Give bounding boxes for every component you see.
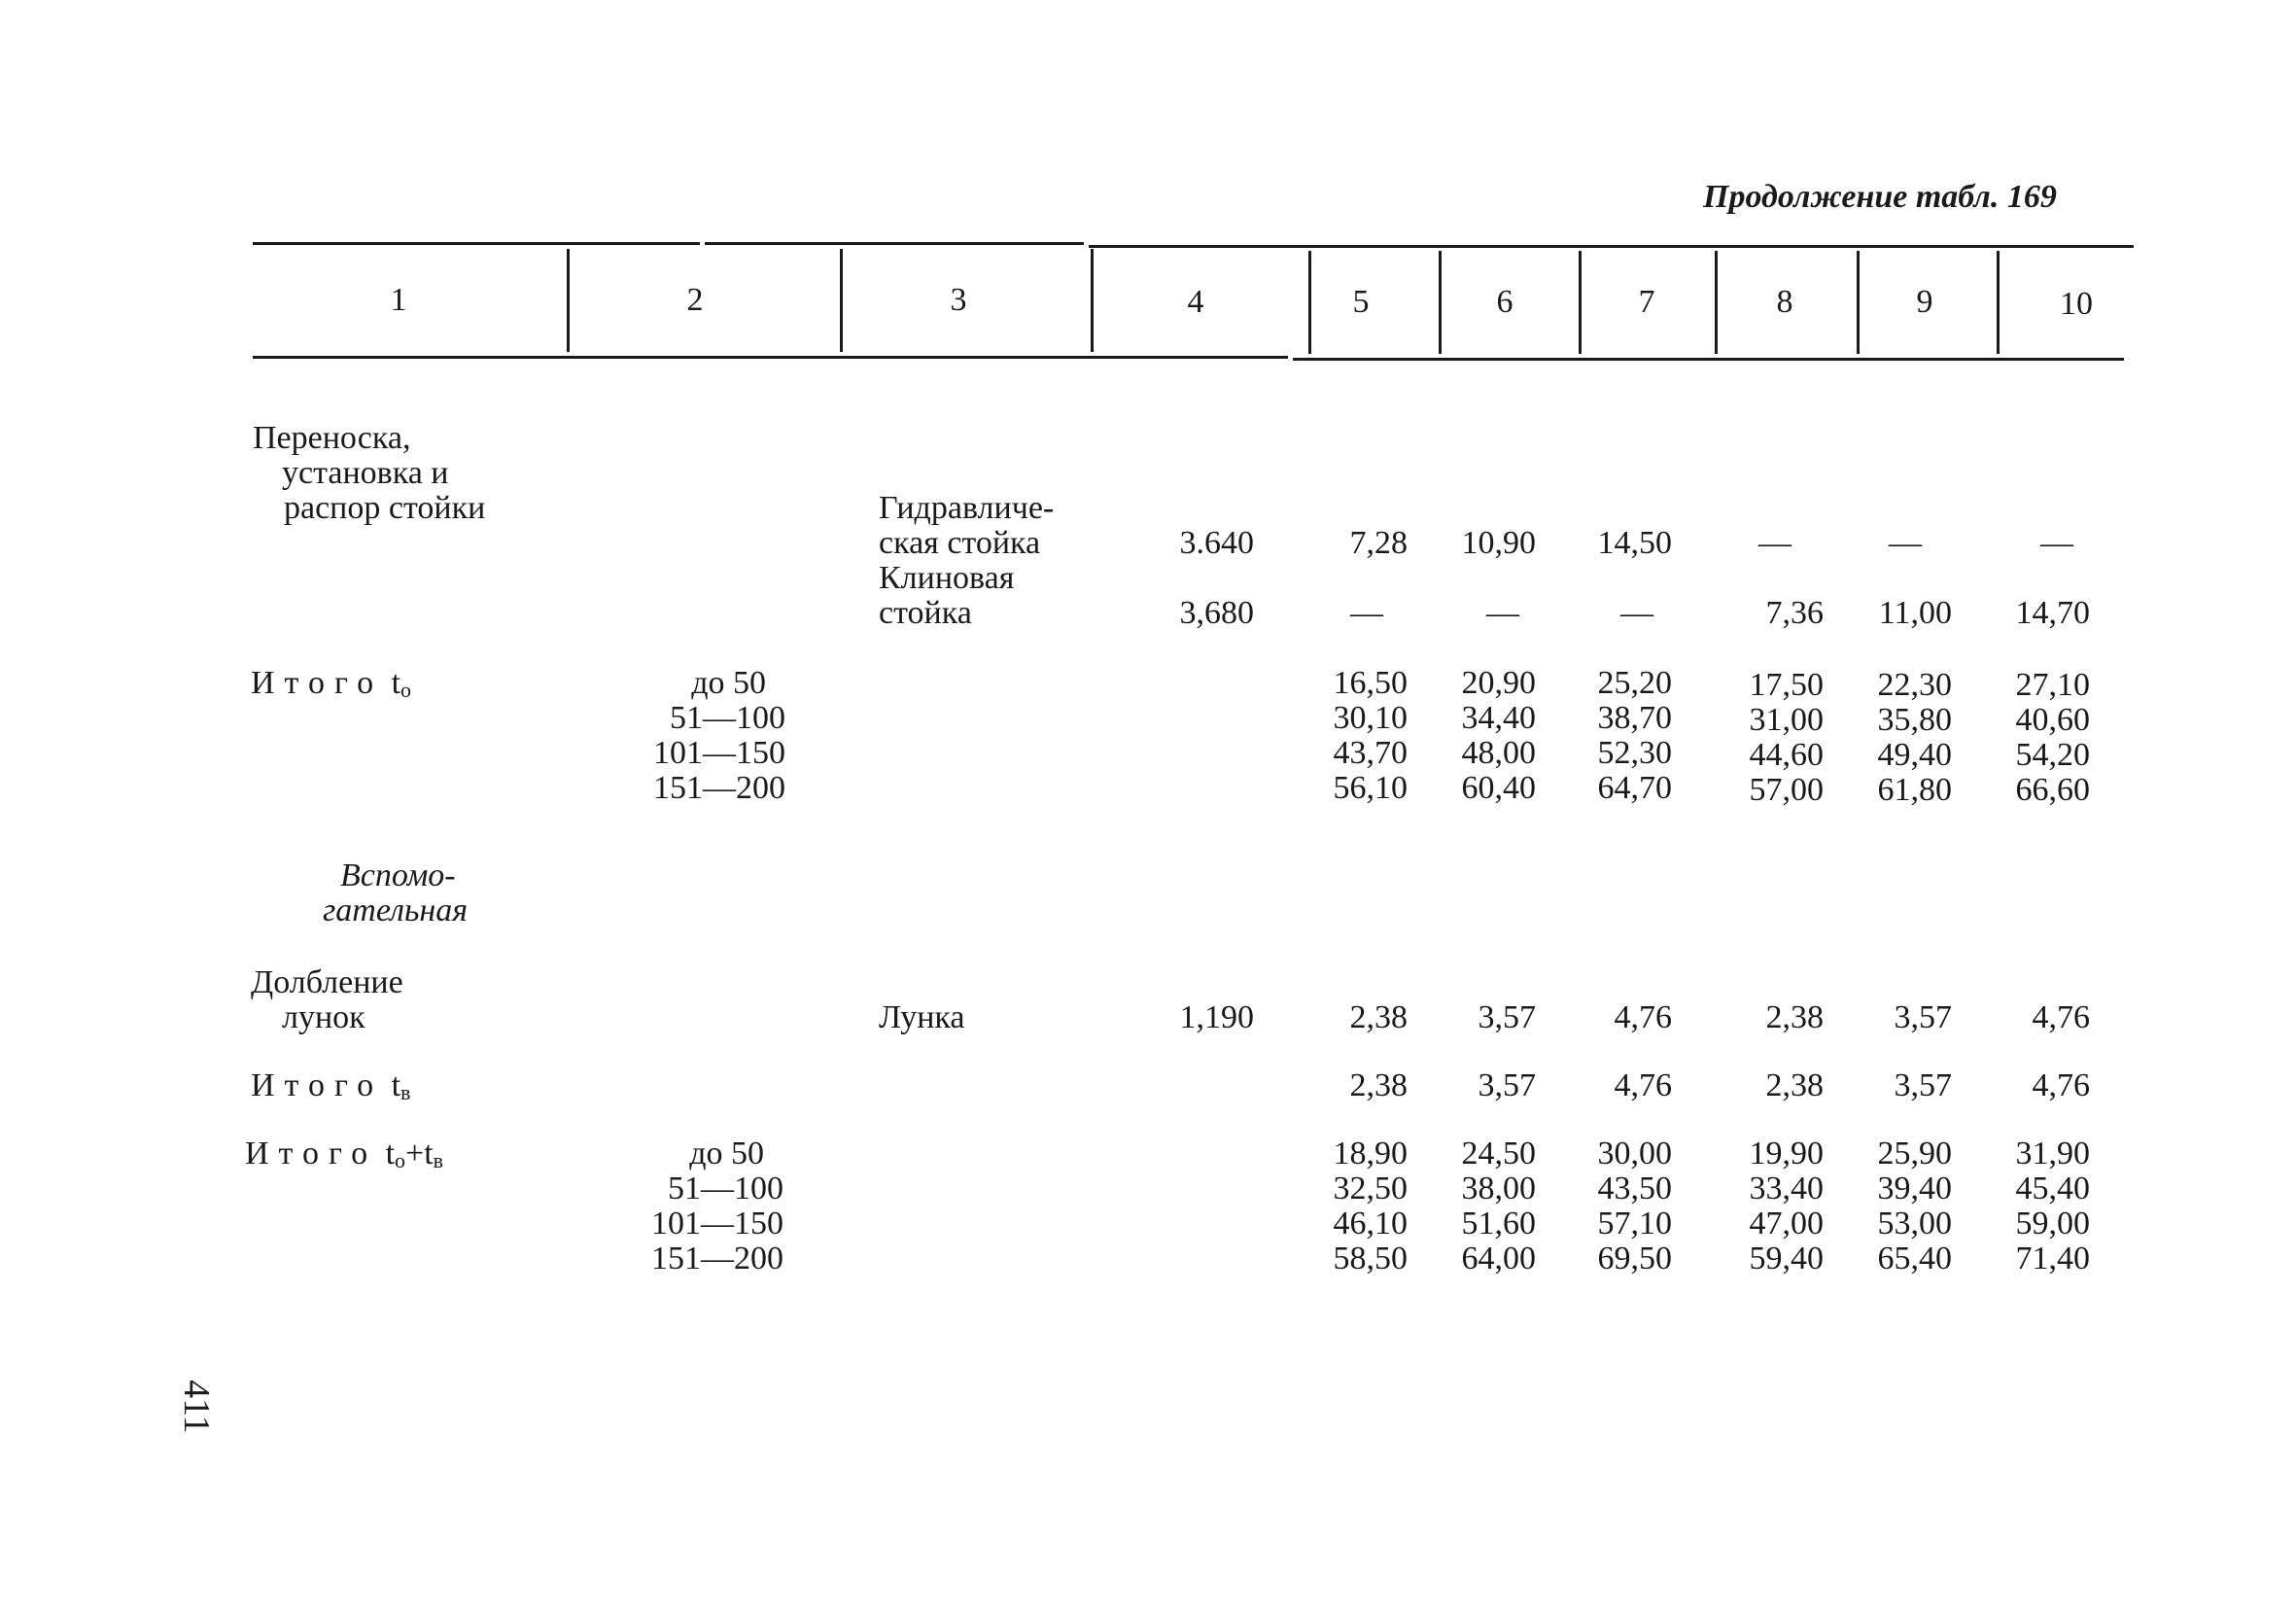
header-divider [1997, 251, 2000, 354]
header-col-2: 2 [686, 282, 704, 318]
cell: 4,76 [1614, 999, 1672, 1035]
section-heading: гательная [323, 892, 469, 928]
cell: 33,40 [1749, 1171, 1824, 1206]
row-label-line: распор стойки [284, 490, 486, 526]
cell: 49,40 [1877, 737, 1952, 773]
cell: 31,90 [2015, 1136, 2090, 1171]
symbol-t: t [424, 1136, 434, 1171]
header-col-1: 1 [390, 282, 407, 318]
cell: 52,30 [1597, 735, 1672, 771]
cell: 65,40 [1877, 1241, 1952, 1276]
range: до 50 [689, 1136, 764, 1171]
itogo-sum-label [245, 1137, 443, 1171]
cell: 57,00 [1749, 772, 1824, 808]
cell: 69,50 [1597, 1241, 1672, 1276]
col3-text: стойка [879, 595, 972, 631]
header-top-rule-3 [1089, 245, 2134, 248]
table-caption: Продолжение табл. 169 [1703, 179, 2057, 215]
col3-text: ская стойка [879, 525, 1041, 561]
cell: 38,70 [1597, 700, 1672, 736]
cell: 71,40 [2015, 1241, 2090, 1276]
symbol-t: t [385, 1136, 396, 1171]
cell: 58,50 [1333, 1241, 1408, 1276]
cell: 60,40 [1461, 770, 1536, 806]
header-divider [1715, 251, 1718, 354]
header-divider [567, 249, 570, 352]
cell: 2,38 [1349, 999, 1408, 1035]
cell: — [1758, 525, 1792, 561]
cell: 54,20 [2015, 737, 2090, 773]
cell: 3,57 [1894, 999, 1952, 1035]
range: 101—150 [653, 735, 785, 771]
cell: 17,50 [1749, 667, 1824, 703]
col3-text: Лунка [879, 999, 965, 1035]
header-col-9: 9 [1916, 284, 1933, 320]
header-divider [1579, 251, 1582, 354]
cell: 64,00 [1461, 1241, 1536, 1276]
header-divider [1091, 249, 1094, 352]
cell: 30,00 [1597, 1136, 1672, 1171]
subscript-v: в [433, 1148, 444, 1172]
cell: 4,76 [2032, 1067, 2090, 1103]
plus-sign: + [405, 1136, 425, 1171]
header-col-7: 7 [1638, 284, 1655, 320]
cell: 43,70 [1333, 735, 1408, 771]
cell: — [2040, 525, 2073, 561]
col3-text: Клиновая [879, 560, 1015, 596]
cell: 2,38 [1349, 1067, 1408, 1103]
cell: 40,60 [2015, 702, 2090, 738]
cell: 4,76 [2032, 999, 2090, 1035]
cell: 34,40 [1461, 700, 1536, 736]
cell: 3,57 [1894, 1067, 1952, 1103]
cell: 59,00 [2015, 1206, 2090, 1241]
subscript-v: в [400, 1080, 411, 1104]
itogo-word: Итого [251, 665, 384, 701]
cell: — [1486, 595, 1519, 631]
cell: 19,90 [1749, 1136, 1824, 1171]
cell: 39,40 [1877, 1171, 1952, 1206]
itogo-to-label [251, 667, 411, 701]
header-divider [1308, 251, 1311, 354]
header-bottom-rule-2 [1293, 358, 2124, 361]
itogo-tv-label [251, 1069, 410, 1103]
symbol-t: t [391, 1067, 401, 1103]
cell: 56,10 [1333, 770, 1408, 806]
col4-value: 3,680 [1179, 595, 1254, 631]
cell: 18,90 [1333, 1136, 1408, 1171]
header-divider [1439, 251, 1442, 354]
cell: 47,00 [1749, 1206, 1824, 1241]
cell: 16,50 [1333, 665, 1408, 701]
row-label-line: Переноска, [253, 420, 411, 456]
cell: 14,70 [2015, 595, 2090, 631]
header-divider [1857, 251, 1860, 354]
cell: 11,00 [1878, 595, 1952, 631]
col4-value: 3.640 [1179, 525, 1254, 561]
cell: 32,50 [1333, 1171, 1408, 1206]
itogo-word: Итого [245, 1136, 378, 1171]
cell: — [1889, 525, 1922, 561]
range: 51—100 [670, 700, 785, 736]
range: 101—150 [651, 1206, 783, 1241]
subscript-o: о [400, 678, 412, 702]
row-label-line: лунок [282, 999, 365, 1035]
cell: 20,90 [1461, 665, 1536, 701]
header-col-6: 6 [1496, 284, 1513, 320]
header-col-5: 5 [1352, 284, 1370, 320]
header-top-rule-2 [705, 242, 1084, 245]
header-divider [840, 249, 843, 352]
cell: 2,38 [1765, 1067, 1824, 1103]
cell: 14,50 [1597, 525, 1672, 561]
header-col-3: 3 [950, 282, 967, 318]
cell: 48,00 [1461, 735, 1536, 771]
cell: 46,10 [1333, 1206, 1408, 1241]
cell: 7,28 [1349, 525, 1408, 561]
subscript-o: о [395, 1148, 406, 1172]
section-heading: Вспомо- [340, 857, 456, 893]
cell: 66,60 [2015, 772, 2090, 808]
cell: 3,57 [1478, 1067, 1536, 1103]
range: 51—100 [668, 1171, 783, 1206]
cell: — [1620, 595, 1653, 631]
cell: 31,00 [1749, 702, 1824, 738]
cell: 57,10 [1597, 1206, 1672, 1241]
cell: 7,36 [1765, 595, 1824, 631]
row-label-line: Долбление [251, 964, 403, 1000]
cell: 35,80 [1877, 702, 1952, 738]
col3-text: Гидравличе- [879, 490, 1055, 526]
row-label-line: установка и [282, 455, 449, 491]
cell: 22,30 [1877, 667, 1952, 703]
cell: 24,50 [1461, 1136, 1536, 1171]
range: до 50 [691, 665, 766, 701]
cell: 51,60 [1461, 1206, 1536, 1241]
cell: 3,57 [1478, 999, 1536, 1035]
cell: 10,90 [1461, 525, 1536, 561]
page-number: 411 [175, 1380, 217, 1434]
header-col-10: 10 [2060, 286, 2093, 322]
range: 151—200 [653, 770, 785, 806]
range: 151—200 [651, 1241, 783, 1276]
cell: 38,00 [1461, 1171, 1536, 1206]
header-col-8: 8 [1776, 284, 1793, 320]
cell: 2,38 [1765, 999, 1824, 1035]
cell: 43,50 [1597, 1171, 1672, 1206]
cell: 27,10 [2015, 667, 2090, 703]
header-bottom-rule [253, 356, 1288, 359]
cell: 59,40 [1749, 1241, 1824, 1276]
header-top-rule [253, 242, 700, 245]
cell: 61,80 [1877, 772, 1952, 808]
cell: 64,70 [1597, 770, 1672, 806]
cell: 25,20 [1597, 665, 1672, 701]
cell: — [1350, 595, 1383, 631]
itogo-word: Итого [251, 1067, 384, 1103]
cell: 53,00 [1877, 1206, 1952, 1241]
header-col-4: 4 [1187, 284, 1204, 320]
symbol-t: t [391, 665, 401, 701]
cell: 25,90 [1877, 1136, 1952, 1171]
cell: 45,40 [2015, 1171, 2090, 1206]
cell: 44,60 [1749, 737, 1824, 773]
cell: 4,76 [1614, 1067, 1672, 1103]
cell: 30,10 [1333, 700, 1408, 736]
col4-value: 1,190 [1179, 999, 1254, 1035]
